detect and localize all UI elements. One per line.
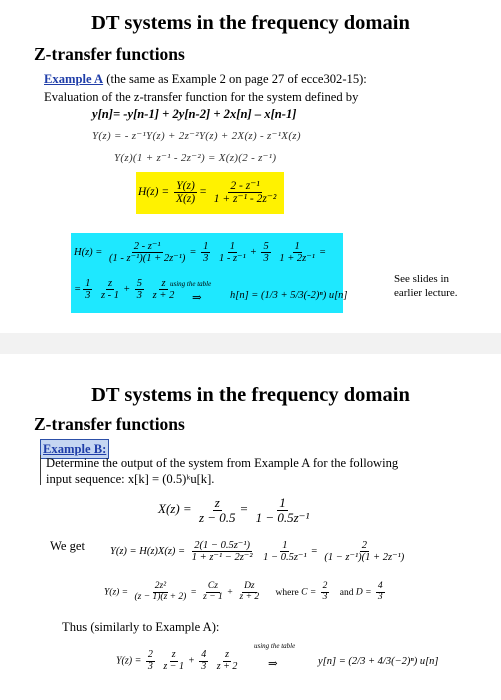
h-rational-fraction [212, 180, 279, 205]
d-eq: D = [355, 587, 372, 598]
frac-den: 3 [201, 660, 207, 672]
y-lhs: Y(z) = [104, 587, 129, 598]
slide-1-subtitle: Z-transfer functions [34, 44, 185, 64]
frac-den: z − 1 [203, 591, 223, 602]
fraction [107, 241, 187, 264]
h-lhs: H(z) = [74, 246, 103, 258]
frac-den: 1 − 0.5z⁻¹ [263, 552, 307, 564]
thus-label: Thus (similarly to Example A): [62, 620, 220, 634]
left-rule [40, 455, 41, 485]
frac-den: z − 0.5 [198, 509, 236, 525]
y-over-x-fraction [174, 180, 197, 205]
frac-num: z [225, 649, 230, 660]
y-lhs: Y(z) = H(z)X(z) = [110, 545, 186, 557]
handwritten-z-transform-line-1: Y(z) = - z⁻¹Y(z) + 2z⁻²Y(z) + 2X(z) - z⁻¹X(z) [92, 130, 301, 142]
frac-den: z + 2 [152, 290, 175, 302]
frac-den: (1 - z⁻¹)(1 + 2z⁻¹) [109, 253, 186, 265]
fraction [322, 540, 406, 563]
fraction [254, 496, 312, 524]
frac-num: 1 [85, 278, 91, 289]
output-z-transform: Y(z) = H(z)X(z) = $\frac{\text{2(1 − 0.5z⁻¹)}}{\text{1 + z⁻¹ − 2z⁻²}}$ $\frac{1}{\text{1 − 0.5z⁻¹}}$ = $\frac{2}{\text{(1 − z⁻¹)(1 + 2z⁻¹)}}$ [110, 540, 405, 564]
fraction [146, 650, 155, 672]
frac-num: 1 [279, 495, 286, 510]
input-z-transform: X(z) = $\frac{z}{z - 0.5}$ = $\frac{1}{\text{1 − 0.5z⁻¹}}$ [158, 495, 310, 525]
example-a-link[interactable]: Example A [44, 72, 104, 86]
frac-den: 1 + z⁻¹ − 2z⁻² [191, 552, 253, 564]
slide-1-title: DT systems in the frequency domain [91, 12, 410, 34]
frac-den: 3 [322, 591, 328, 602]
handwritten-z-transform-line-2: Y(z)(1 + z⁻¹ - 2z⁻²) = X(z)(2 - z⁻¹) [114, 152, 277, 164]
frac-num: 4 [201, 649, 207, 660]
fraction [197, 496, 238, 524]
frac-num: 1 [294, 241, 300, 252]
where-label: where [275, 587, 299, 598]
fraction [201, 582, 225, 603]
example-b-link[interactable]: Example B: [43, 442, 107, 456]
frac-num: 4 [377, 581, 383, 591]
frac-den: z + 2 [239, 591, 260, 602]
c-eq: C = [301, 587, 317, 598]
fraction [215, 650, 240, 672]
partial-fraction-row-1: H(z) = $\frac{\text{2 - z⁻¹}}{\text{(1 - z⁻¹)(1 + 2z⁻¹)}}$ = $\frac{1}{3}$ $\frac{1}{\text{1 - z⁻¹}}$ + $\frac{5}{3}$ $\frac{1}{\text{1 + 2z⁻¹}}$ = [74, 241, 327, 265]
fraction [161, 650, 186, 672]
frac-num: 2z² [154, 581, 167, 591]
slide-2-title: DT systems in the frequency domain [91, 384, 410, 406]
transfer-function: H(z) = $\frac{Y(z)}{X(z)}$ = $\frac{\text{2 - z⁻¹}}{\text{1 + z⁻¹ - 2z⁻²}}$ [138, 180, 277, 206]
h-lhs: H(z) = [138, 186, 170, 199]
frac-den: 3 [203, 253, 209, 265]
see-slides-note [394, 272, 458, 300]
fraction [261, 540, 309, 563]
frac-den: 1 - z⁻¹ [218, 253, 246, 265]
d-value [376, 582, 385, 603]
frac-den: 3 [147, 660, 153, 672]
frac-num: Y(z) [176, 180, 195, 192]
frac-den: z - 1 [100, 290, 120, 302]
frac-num: z [161, 278, 166, 289]
frac-den: (z − 1)(z + 2) [134, 591, 187, 602]
impulse-response-result: h[n] = (1/3 + 5/3(-2)ⁿ) u[n] [230, 290, 348, 301]
example-a-reference: (the same as Example 2 on page 27 of ecce302-15): [103, 72, 367, 86]
output-sequence-result: y[n] = (2/3 + 4/3(−2)ⁿ) u[n] [318, 656, 439, 667]
example-b-instructions-2: input sequence: x[k] = (0.5)ᵏu[k]. [46, 472, 215, 486]
frac-den: 3 [85, 290, 91, 302]
using-table-note: using the table [170, 280, 212, 288]
frac-num: 2 - z⁻¹ [230, 180, 260, 192]
frac-den: 1 − 0.5z⁻¹ [255, 509, 310, 525]
fraction [83, 278, 92, 301]
frac-num: 1 [282, 540, 288, 551]
frac-num: z [171, 649, 176, 660]
using-table-note-2: using the table [254, 642, 296, 650]
frac-num: 2(1 − 0.5z⁻¹) [194, 540, 250, 551]
frac-num: z [107, 278, 113, 289]
frac-den: (1 − z⁻¹)(1 + 2z⁻¹) [324, 552, 405, 564]
frac-num: 5 [136, 278, 143, 289]
fraction [201, 241, 210, 264]
difference-equation: y[n]= -y[n-1] + 2y[n-2] + 2x[n] – x[n-1] [92, 107, 297, 121]
frac-num: 1 [203, 241, 209, 252]
output-partial-fractions: Y(z) = $\frac{\text{2z²}}{(z - 1)(z + 2)}$ = $\frac{Cz}{z - 1}$ + $\frac{Dz}{z + 2}$ where C = $\frac{2}{3}$ and D = $\frac{4}{3}$ [104, 581, 383, 602]
c-value [321, 582, 330, 603]
fraction [238, 582, 262, 603]
slide-1 [0, 0, 501, 333]
we-get-label: We get [50, 539, 86, 553]
frac-den: z + 2 [216, 660, 238, 672]
example-b-instructions-1: Determine the output of the system from Example A for the following [46, 456, 399, 470]
frac-den: 3 [263, 253, 269, 265]
frac-num: 5 [263, 241, 269, 252]
slide-2 [0, 354, 501, 700]
frac-den: 3 [377, 591, 383, 602]
fraction [199, 650, 208, 672]
frac-den: 1 + 2z⁻¹ [279, 253, 315, 265]
fraction [277, 241, 317, 264]
slide-2-subtitle: Z-transfer functions [34, 414, 185, 434]
implies-arrow: ⇒ [192, 292, 202, 304]
frac-den: 1 + z⁻¹ - 2z⁻² [213, 193, 277, 206]
fraction [99, 278, 121, 301]
fraction [135, 278, 144, 301]
frac-num: 2 - z⁻¹ [133, 241, 161, 252]
x-lhs: X(z) = [158, 501, 192, 517]
frac-num: 2 [322, 581, 328, 591]
frac-den: z − 1 [163, 660, 185, 672]
fraction [261, 241, 270, 264]
frac-den: 3 [136, 290, 143, 302]
frac-num: z [214, 495, 220, 510]
frac-num: 1 [229, 241, 235, 252]
y-lhs: Y(z) = [116, 655, 142, 667]
evaluation-description: Evaluation of the z-transfer function for the system defined by [44, 90, 359, 104]
frac-num: 2 [361, 540, 367, 551]
see-slides-line-2: earlier lecture. [394, 287, 458, 299]
fraction [190, 540, 255, 563]
frac-num: 2 [147, 649, 153, 660]
frac-den: X(z) [175, 193, 196, 206]
see-slides-line-1: See slides in [394, 273, 449, 285]
partial-fraction-row-2: = $\frac{1}{3}$ $\frac{z}{z - 1}$ + $\frac{5}{3}$ $\frac{z}{z + 2}$ [74, 278, 175, 302]
frac-num: Cz [207, 581, 218, 591]
and-label: and [339, 587, 354, 598]
frac-num: Dz [244, 581, 255, 591]
example-a-line [44, 72, 367, 87]
implies-arrow-2: ⇒ [268, 658, 278, 670]
output-final-decomposition: Y(z) = $\frac{2}{3}$ $\frac{z}{z - 1}$ + $\frac{4}{3}$ $\frac{z}{z + 2}$ [116, 649, 238, 672]
fraction [217, 241, 248, 264]
fraction [132, 582, 188, 603]
